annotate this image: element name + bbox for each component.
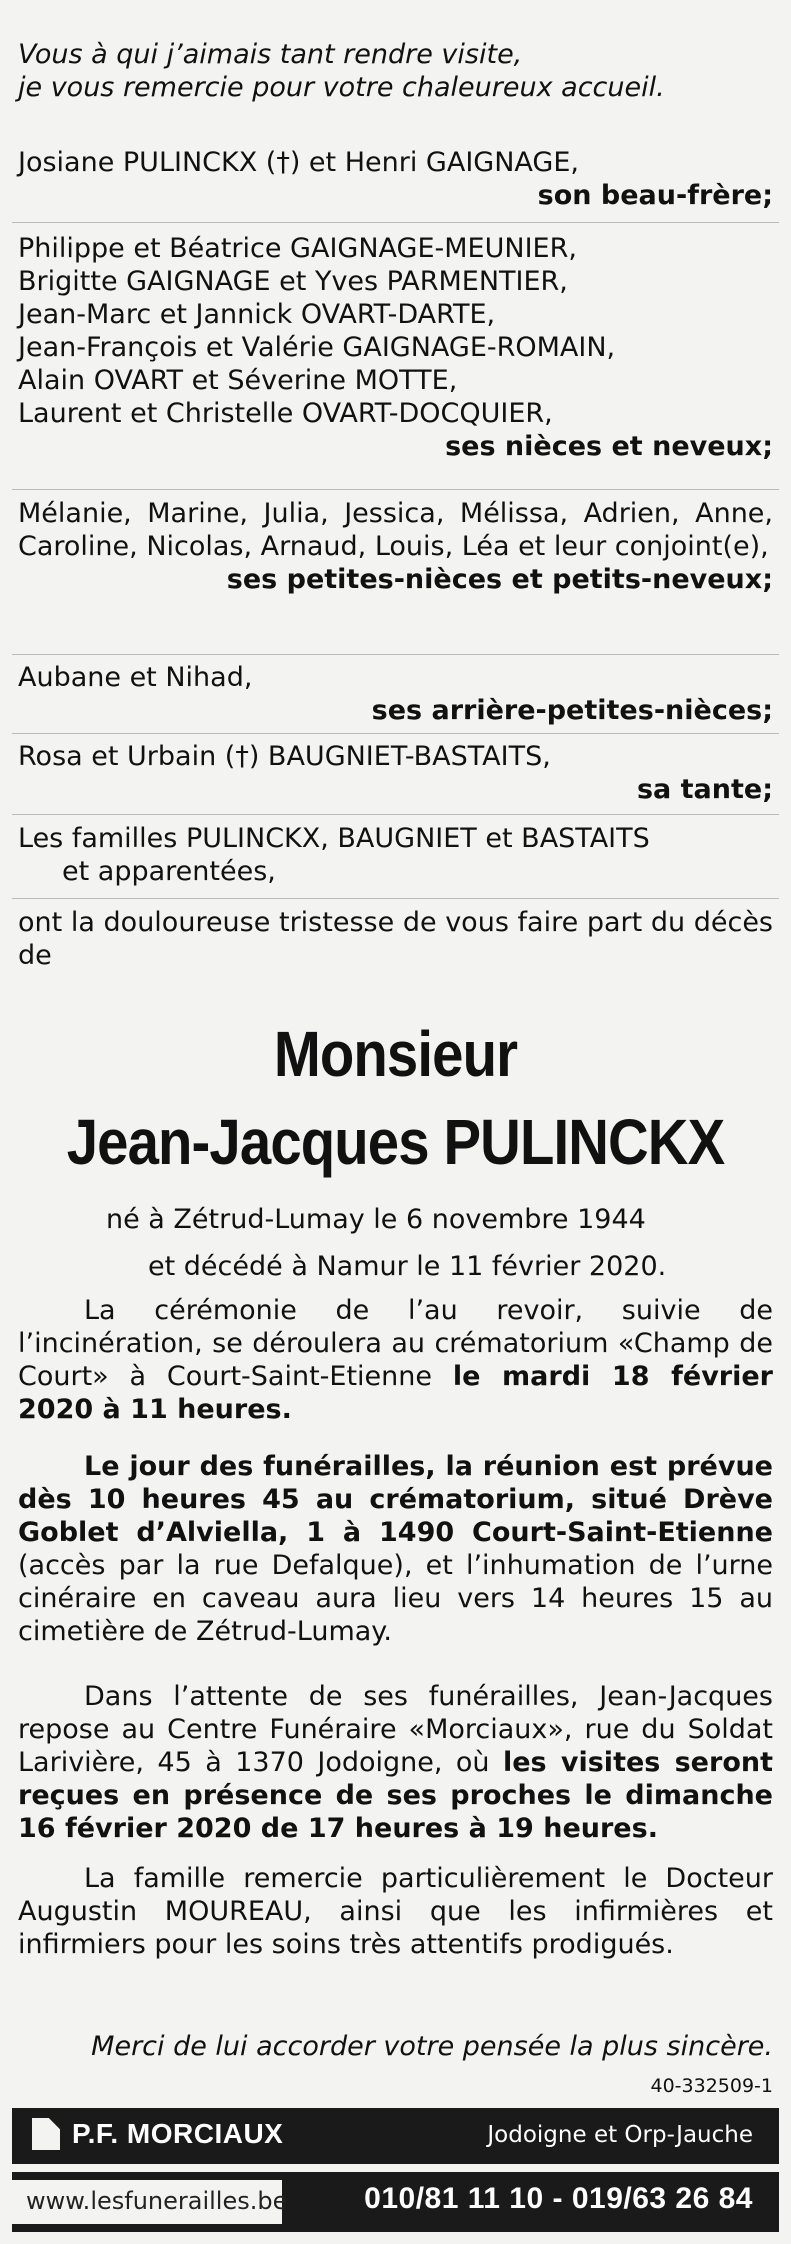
family-name-line: Alain OVART et Séverine MOTTE, — [18, 365, 458, 396]
funeral-text: (accès par la rue Defalque), et l’inhumation de l’urne cinéraire en caveau aura lieu vers 14 heures 15 au cimetière de Zétrud-Lumay. — [18, 1550, 773, 1647]
closing-line: Merci de lui accorder votre pensée la plus sincère. — [91, 2031, 773, 2062]
visits-paragraph — [18, 1680, 773, 1845]
family-group-6 — [18, 822, 773, 888]
divider — [12, 733, 779, 734]
family-name-line: Laurent et Christelle OVART-DOCQUIER, — [18, 398, 553, 429]
family-names: Mélanie, Marine, Julia, Jessica, Mélissa, Adrien, Anne, Caroline, Nicolas, Arnaud, Louis, Léa et leur conjoint(e), — [18, 498, 773, 562]
visits-text: Dans l’attente de ses funérailles, Jean-Jacques repose au Centre Funéraire «Morciaux», rue du Soldat Larivière, 45 à 1370 Jodoigne, où — [18, 1681, 773, 1778]
footer-bottom-bar — [12, 2172, 779, 2232]
family-group-3 — [18, 497, 773, 596]
phone-numbers: 010/81 11 10 - 019/63 26 84 — [364, 2182, 753, 2215]
family-names: Rosa et Urbain (†) BAUGNIET-BASTAITS, — [18, 741, 551, 772]
funeral-home-logo-icon — [32, 2118, 60, 2150]
divider — [12, 654, 779, 655]
family-names: Aubane et Nihad, — [18, 662, 253, 693]
divider — [12, 222, 779, 223]
intro — [18, 38, 773, 104]
family-group-1 — [18, 146, 773, 212]
thanks-paragraph: La famille remercie particulièrement le Docteur Augustin MOUREAU, ainsi que les infirmières et infirmiers pour les soins très attentifs prodigués. — [18, 1863, 773, 1960]
ceremony-paragraph — [18, 1294, 773, 1426]
family-name-line: Philippe et Béatrice GAIGNAGE-MEUNIER, — [18, 233, 577, 264]
family-relation: ses petites-nièces et petits-neveux; — [226, 564, 773, 595]
announcement: ont la douloureuse tristesse de vous faire part du décès de — [18, 907, 773, 971]
family-relation: ses arrière-petites-nièces; — [371, 695, 773, 726]
footer-top-bar — [12, 2108, 779, 2164]
family-name-line: et apparentées, — [62, 856, 276, 887]
visits-times: les visites seront reçues en présence de ses proches le dimanche 16 février 2020 de 17 heures à 19 heures. — [18, 1747, 773, 1844]
intro-line-2: je vous remercie pour votre chaleureux accueil. — [18, 72, 665, 103]
deceased-title: Monsieur — [273, 1018, 518, 1090]
family-group-5 — [18, 740, 773, 806]
family-name-line: Jean-Marc et Jannick OVART-DARTE, — [18, 299, 496, 330]
family-relation: ses nièces et neveux; — [445, 431, 773, 462]
website-link[interactable]: www.lesfunerailles.be — [26, 2187, 288, 2215]
intro-line-1: Vous à qui j’aimais tant rendre visite, — [18, 39, 523, 70]
deceased-name: Jean-Jacques PULINCKX — [66, 1106, 725, 1178]
family-relation: son beau-frère; — [537, 180, 773, 211]
family-group-4 — [18, 661, 773, 727]
family-names: Josiane PULINCKX (†) et Henri GAIGNAGE, — [18, 147, 579, 178]
funeral-home-name: P.F. MORCIAUX — [72, 2118, 284, 2149]
family-group-2 — [18, 232, 773, 463]
website-box[interactable] — [12, 2180, 288, 2224]
family-name-line: Jean-François et Valérie GAIGNAGE-ROMAIN, — [18, 332, 616, 363]
funeral-paragraph — [18, 1450, 773, 1648]
divider — [12, 898, 779, 899]
funeral-home-location: Jodoigne et Orp-Jauche — [487, 2122, 753, 2148]
family-name-line: Brigitte GAIGNAGE et Yves PARMENTIER, — [18, 266, 568, 297]
ceremony-date: le mardi 18 février 2020 à 11 heures. — [18, 1361, 774, 1425]
death-line: et décédé à Namur le 11 février 2020. — [148, 1251, 667, 1282]
family-name-line: Les familles PULINCKX, BAUGNIET et BASTAITS — [18, 823, 650, 854]
birth-line: né à Zétrud-Lumay le 6 novembre 1944 — [106, 1204, 646, 1235]
divider — [12, 814, 779, 815]
ceremony-text: La cérémonie de l’au revoir, suivie de l’incinération, se déroulera au crématorium «Champ de Court» à Court-Saint-Etienne — [18, 1295, 773, 1392]
divider — [12, 489, 779, 490]
family-relation: sa tante; — [636, 774, 773, 805]
funeral-meeting: Le jour des funérailles, la réunion est prévue dès 10 heures 45 au crématorium, situé Drève Goblet d’Alviella, 1 à 1490 Court-Saint-Etienne — [18, 1451, 773, 1548]
reference-number: 40-332509-1 — [650, 2075, 773, 2097]
